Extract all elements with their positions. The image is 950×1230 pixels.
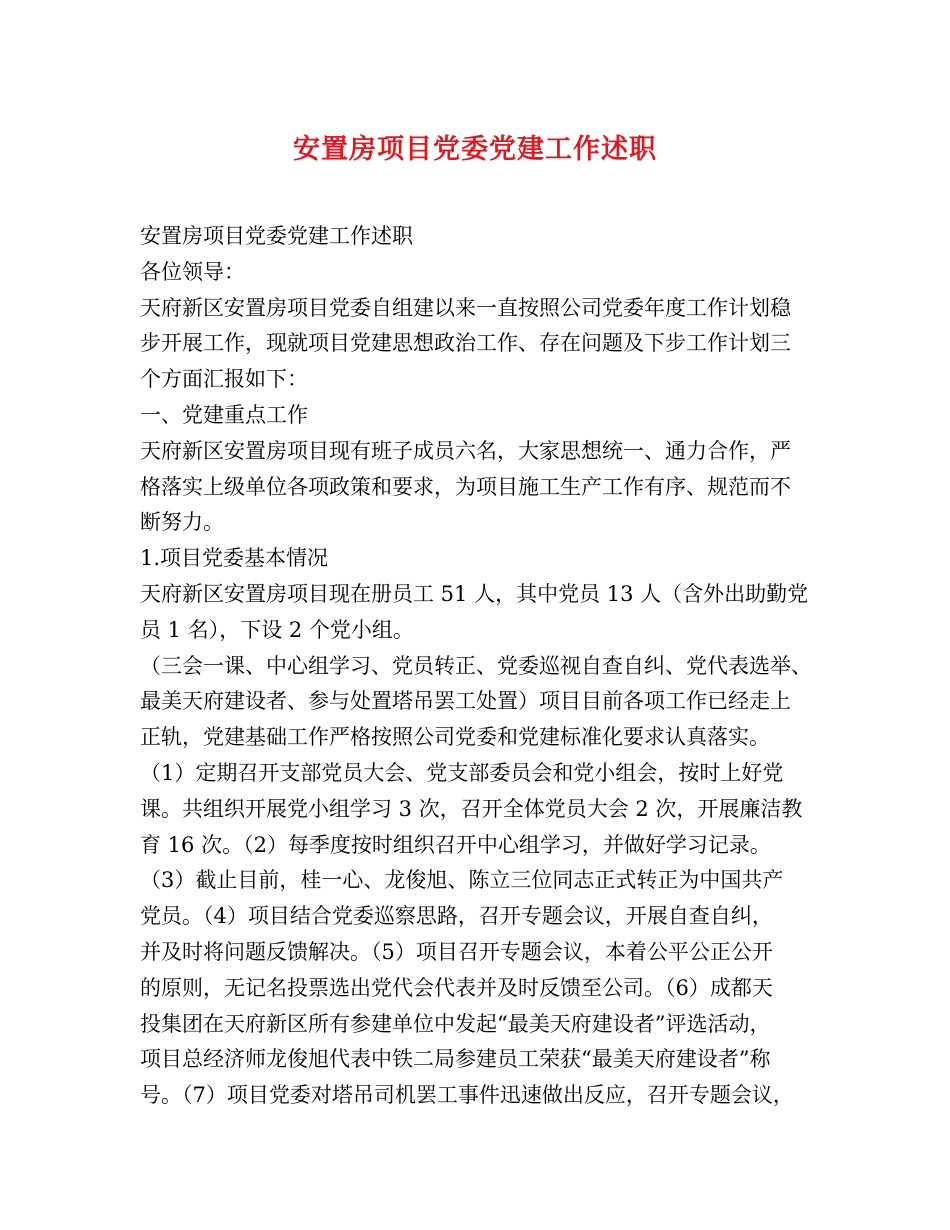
body-line: 投集团在天府新区所有参建单位中发起“最美天府建设者”评选活动， xyxy=(140,1011,771,1036)
body-line: 格落实上级单位各项政策和要求，为项目施工生产工作有序、规范而不 xyxy=(140,474,791,499)
body-line: 正轨，党建基础工作严格按照公司党委和党建标准化要求认真落实。 xyxy=(140,725,770,750)
body-line: 的原则，无记名投票选出党代会代表并及时反馈至公司。（6）成都天 xyxy=(140,975,773,1000)
body-line: 并及时将问题反馈解决。（5）项目召开专题会议，本着公平公正公开 xyxy=(140,939,773,964)
document-title: 安置房项目党委党建工作述职 xyxy=(293,134,657,165)
body-line: 号。（7）项目党委对塔吊司机罢工事件迅速做出反应，召开专题会议， xyxy=(140,1083,794,1108)
body-line: 天府新区安置房项目党委自组建以来一直按照公司党委年度工作计划稳 xyxy=(140,295,791,320)
body-line: 断努力。 xyxy=(140,510,224,535)
subsection-heading: 1.项目党委基本情况 xyxy=(140,546,329,571)
body-line: 育 16 次。（2）每季度按时组织召开中心组学习，并做好学习记录。 xyxy=(140,832,771,857)
body-line: 各位领导： xyxy=(140,259,245,284)
body-line: 天府新区安置房项目现在册员工 51 人，其中党员 13 人（含外出助勤党 xyxy=(140,581,809,606)
body-line: 课。共组织开展党小组学习 3 次，召开全体党员大会 2 次，开展廉洁教 xyxy=(140,796,803,821)
body-line: （1）定期召开支部党员大会、党支部委员会和党小组会，按时上好党 xyxy=(140,760,784,785)
document-body xyxy=(140,219,820,1114)
body-line: 个方面汇报如下： xyxy=(140,367,308,392)
body-line: 步开展工作，现就项目党建思想政治工作、存在问题及下步工作计划三 xyxy=(140,331,791,356)
body-line: （3）截止目前，桂一心、龙俊旭、陈立三位同志正式转正为中国共产 xyxy=(140,868,784,893)
body-line: 安置房项目党委党建工作述职 xyxy=(140,224,413,248)
body-line: 最美天府建设者、参与处置塔吊罢工处置）项目目前各项工作已经走上 xyxy=(140,689,791,714)
body-line: 天府新区安置房项目现有班子成员六名，大家思想统一、通力合作，严 xyxy=(140,438,791,463)
section-heading: 一、党建重点工作 xyxy=(140,402,308,427)
body-line: 党员。（4）项目结合党委巡察思路，召开专题会议，开展自查自纠， xyxy=(140,904,773,929)
body-line: 员 1 名），下设 2 个党小组。 xyxy=(140,617,414,642)
body-line: 项目总经济师龙俊旭代表中铁二局参建员工荣获“最美天府建设者”称 xyxy=(140,1047,771,1072)
body-line: （三会一课、中心组学习、党员转正、党委巡视自查自纠、党代表选举、 xyxy=(140,653,812,678)
